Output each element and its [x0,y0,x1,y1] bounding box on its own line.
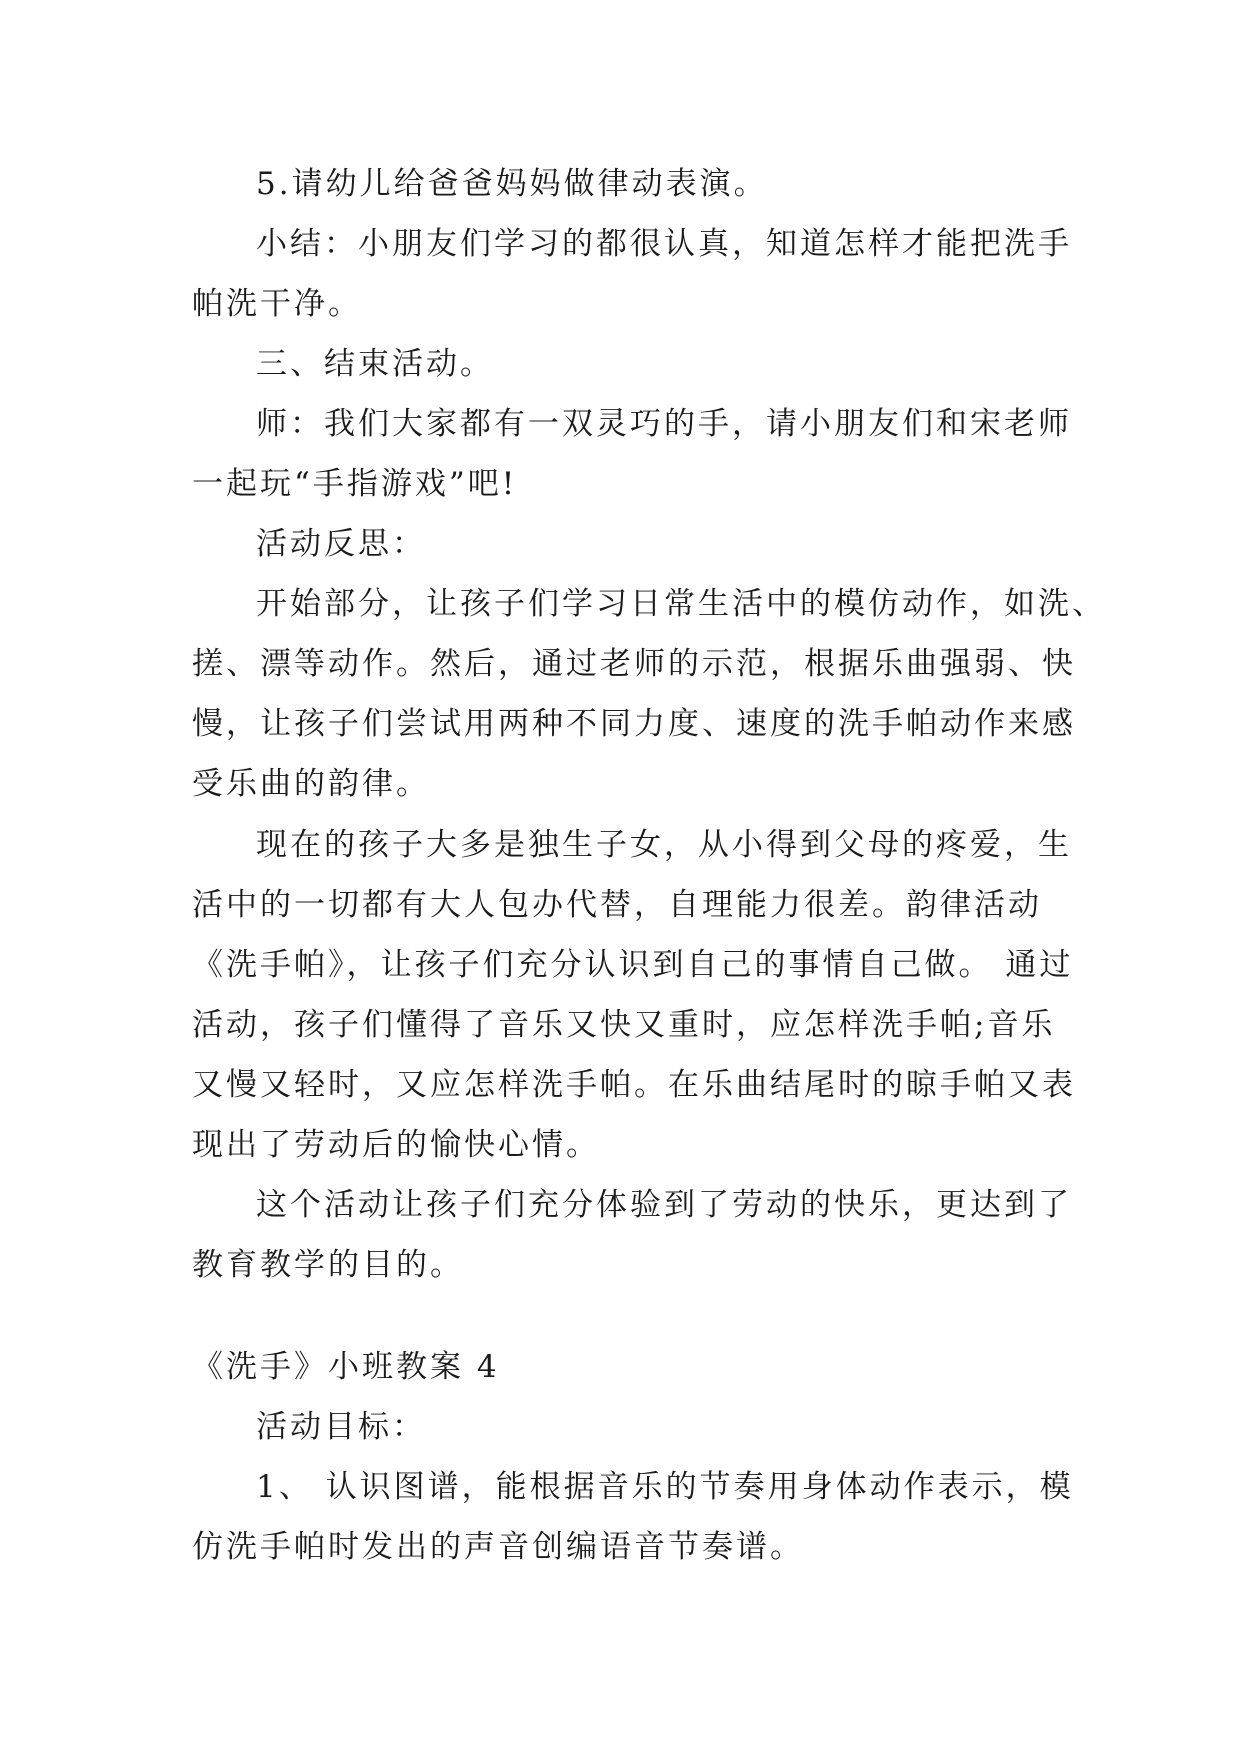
paragraph-line: 仿洗手帕时发出的声音创编语音节奏谱。 [192,1529,804,1565]
paragraph-line: 教育教学的目的。 [192,1247,464,1283]
paragraph-line: 活中的一切都有大人包办代替，自理能力很差。韵律活动 [192,887,1042,923]
paragraph-line: 一起玩“手指游戏”吧! [192,466,518,502]
paragraph-line: 开始部分，让孩子们学习日常生活中的模仿动作，如洗、 [256,586,1106,622]
paragraph-line: 慢，让孩子们尝试用两种不同力度、速度的洗手帕动作来感 [192,706,1076,742]
paragraph-line: 受乐曲的韵律。 [192,766,430,802]
paragraph-line: 现出了劳动后的愉快心情。 [192,1127,600,1163]
paragraph-line: 1、 认识图谱，能根据音乐的节奏用身体动作表示，模 [256,1469,1074,1505]
paragraph-line: 又慢又轻时，又应怎样洗手帕。在乐曲结尾时的晾手帕又表 [192,1067,1076,1103]
paragraph-line: 帕洗干净。 [192,286,362,322]
paragraph-line: 三、结束活动。 [256,346,494,382]
paragraph-line: 小结：小朋友们学习的都很认真，知道怎样才能把洗手 [256,226,1072,262]
paragraph-line: 师：我们大家都有一双灵巧的手，请小朋友们和宋老师 [256,406,1072,442]
section-heading: 《洗手》小班教案 4 [192,1349,500,1385]
paragraph-line: 搓、漂等动作。然后，通过老师的示范，根据乐曲强弱、快 [192,646,1076,682]
paragraph-line: 活动，孩子们懂得了音乐又快又重时，应怎样洗手帕;音乐 [192,1007,1056,1043]
paragraph-line: 这个活动让孩子们充分体验到了劳动的快乐，更达到了 [256,1187,1072,1223]
paragraph-line: 现在的孩子大多是独生子女，从小得到父母的疼爱，生 [256,827,1072,863]
paragraph-line: 活动目标： [256,1409,426,1445]
paragraph-line: 活动反思： [256,526,426,562]
paragraph-line: 5.请幼儿给爸爸妈妈做律动表演。 [256,166,768,202]
paragraph-line: 《洗手帕》，让孩子们充分认识到自己的事情自己做。 通过 [192,947,1074,983]
